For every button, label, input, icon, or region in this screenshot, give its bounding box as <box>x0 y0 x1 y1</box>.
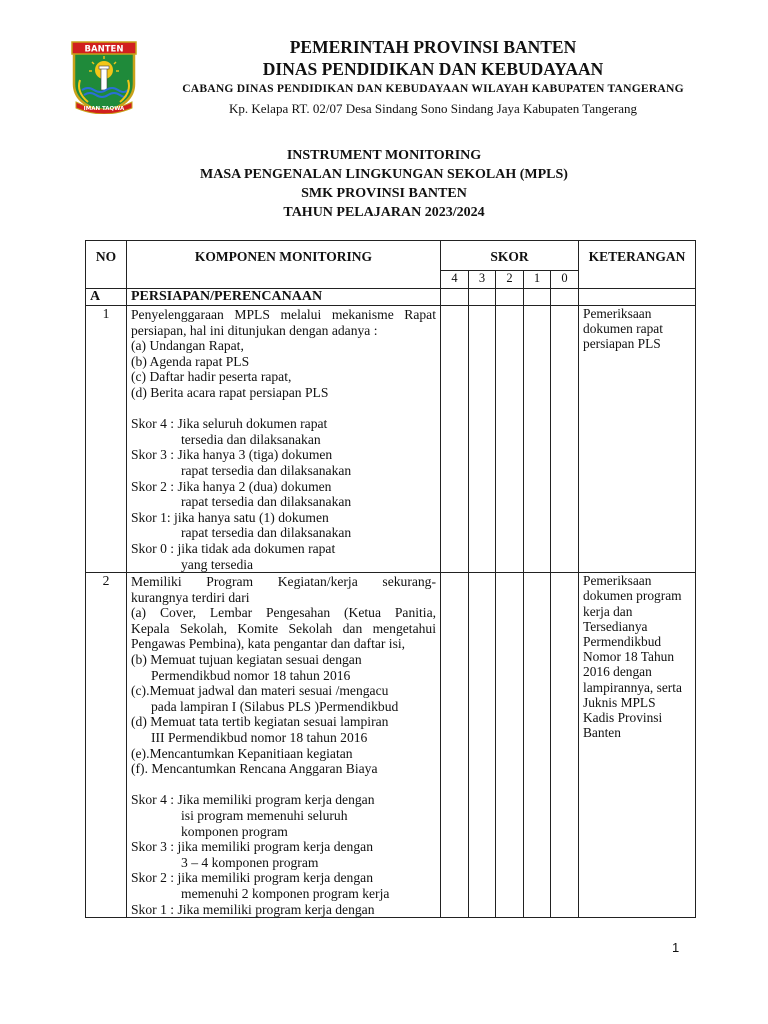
keterangan-line: lampirannya, serta <box>583 679 682 695</box>
keterangan-line: Permendikbud <box>583 633 662 649</box>
description-line <box>131 777 436 793</box>
table-row <box>86 306 696 573</box>
skor-header-3: 3 <box>469 271 496 289</box>
keterangan-cell <box>579 573 696 918</box>
description-line: Skor 2 : jika memiliki program kerja dengan <box>131 870 373 886</box>
title-line-2: MASA PENGENALAN LINGKUNGAN SEKOLAH (MPLS) <box>200 167 568 182</box>
keterangan-line: persiapan PLS <box>583 336 661 352</box>
logo-text-bottom: IMAN TAQWA <box>83 106 125 112</box>
keterangan-line: kerja dan <box>583 603 633 619</box>
description-line: Skor 2 : Jika hanya 2 (dua) dokumen <box>131 478 332 494</box>
keterangan-cell <box>579 306 696 573</box>
title-line-4: TAHUN PELAJARAN 2023/2024 <box>283 205 485 220</box>
description-line: memenuhi 2 komponen program kerja <box>181 885 390 901</box>
description-line: Skor 0 : jika tidak ada dokumen rapat <box>131 540 336 556</box>
logo-text-top: BANTEN <box>84 44 124 55</box>
description-line: Permendikbud nomor 18 tahun 2016 <box>151 667 351 683</box>
keterangan-line: 2016 dengan <box>583 664 652 680</box>
description-line: Skor 4 : Jika memiliki program kerja dengan <box>131 792 375 808</box>
description-line: (b) Agenda rapat PLS <box>131 353 250 369</box>
row-number: 1 <box>86 306 127 573</box>
description-line: (c).Memuat jadwal dan materi sesuai /mengacu <box>131 683 389 699</box>
description-line: Memiliki Program Kegiatan/kerja sekurang- <box>131 574 436 590</box>
letterhead-agency: DINAS PENDIDIKAN DAN KEBUDAYAAN <box>262 59 604 79</box>
table-row <box>86 573 696 918</box>
description-line: yang tersedia <box>181 556 254 572</box>
keterangan-line: dokumen program <box>583 588 682 604</box>
description-line: rapat tersedia dan dilaksanakan <box>181 494 352 510</box>
monitoring-table <box>85 240 696 918</box>
description-line: (e).Mencantumkan Kepanitiaan kegiatan <box>131 745 353 761</box>
keterangan-line: Juknis MPLS <box>583 694 656 710</box>
title-line-1: INSTRUMENT MONITORING <box>286 148 482 163</box>
letterhead-address: Kp. Kelapa RT. 02/07 Desa Sindang Sono Sindang Jaya Kabupaten Tangerang <box>229 101 637 116</box>
description-line: (f). Mencantumkan Rencana Anggaran Biaya <box>131 761 378 777</box>
header-komponen: KOMPONEN MONITORING <box>127 241 441 289</box>
skor-header-1: 1 <box>524 271 551 289</box>
keterangan-line: Nomor 18 Tahun <box>583 649 675 665</box>
section-code: A <box>86 289 127 306</box>
description-line: tersedia dan dilaksanakan <box>181 431 321 447</box>
description-line: (d) Memuat tata tertib kegiatan sesuai lampiran <box>131 714 389 730</box>
skor-header-4: 4 <box>441 271 469 289</box>
letterhead-branch: CABANG DINAS PENDIDIKAN DAN KEBUDAYAAN WILAYAH KABUPATEN TANGERANG <box>182 82 684 95</box>
header-no: NO <box>86 241 127 289</box>
page-number: 1 <box>672 940 680 955</box>
skor-header-0: 0 <box>551 271 579 289</box>
keterangan-line: Pemeriksaan <box>583 306 652 321</box>
keterangan-line: dokumen rapat <box>583 321 663 337</box>
description-line: III Permendikbud nomor 18 tahun 2016 <box>151 730 368 746</box>
description-line: (d) Berita acara rapat persiapan PLS <box>131 384 329 400</box>
description-line: isi program memenuhi seluruh <box>181 808 348 823</box>
description-line: Skor 4 : Jika seluruh dokumen rapat <box>131 416 328 432</box>
keterangan-line: Tersedianya <box>583 618 648 634</box>
title-line-3: SMK PROVINSI BANTEN <box>301 186 467 201</box>
description-line: Skor 3 : Jika hanya 3 (tiga) dokumen <box>131 447 333 463</box>
letterhead-government: PEMERINTAH PROVINSI BANTEN <box>289 37 577 57</box>
header-keterangan: KETERANGAN <box>579 241 696 289</box>
description-line: (a) Cover, Lembar Pengesahan (Ketua Panitia, <box>131 605 436 621</box>
description-line: Penyelenggaraan MPLS melalui mekanisme Rapat <box>131 307 436 322</box>
description-line: (a) Undangan Rapat, <box>131 338 244 354</box>
description-line: 3 – 4 komponen program <box>181 854 319 870</box>
description-line: persiapan, hal ini ditunjukan dengan adanya : <box>131 322 378 338</box>
description-line: Pengawas Pembina), kata pengantar dan daftar isi, <box>131 636 406 652</box>
description-line: pada lampiran I (Silabus PLS )Permendikbud <box>151 698 399 714</box>
skor-header-2: 2 <box>496 271 524 289</box>
keterangan-line: Kadis Provinsi <box>583 709 663 725</box>
description-line: (b) Memuat tujuan kegiatan sesuai dengan <box>131 652 362 668</box>
description-line: komponen program <box>181 823 288 839</box>
description-line: Skor 1: jika hanya satu (1) dokumen <box>131 509 329 525</box>
description-line: rapat tersedia dan dilaksanakan <box>181 462 352 478</box>
description-line: Skor 3 : jika memiliki program kerja dengan <box>131 839 373 855</box>
row-number: 2 <box>86 573 127 918</box>
header-skor: SKOR <box>441 241 579 271</box>
document-title <box>0 146 768 222</box>
component-description <box>127 573 441 918</box>
description-line: kurangnya terdiri dari <box>131 589 250 605</box>
letterhead <box>66 36 716 120</box>
description-line: (c) Daftar hadir peserta rapat, <box>131 369 292 385</box>
component-description <box>127 306 441 573</box>
keterangan-line: Pemeriksaan <box>583 573 652 589</box>
description-line: Kepala Sekolah, Komite Sekolah dan mengetahui <box>131 620 436 636</box>
description-line: rapat tersedia dan dilaksanakan <box>181 525 352 541</box>
description-line: Skor 1 : Jika memiliki program kerja dengan <box>131 901 375 917</box>
banten-emblem-icon <box>66 40 142 114</box>
description-line <box>131 401 436 417</box>
keterangan-line: Banten <box>583 725 621 741</box>
section-title: PERSIAPAN/PERENCANAAN <box>127 289 441 306</box>
